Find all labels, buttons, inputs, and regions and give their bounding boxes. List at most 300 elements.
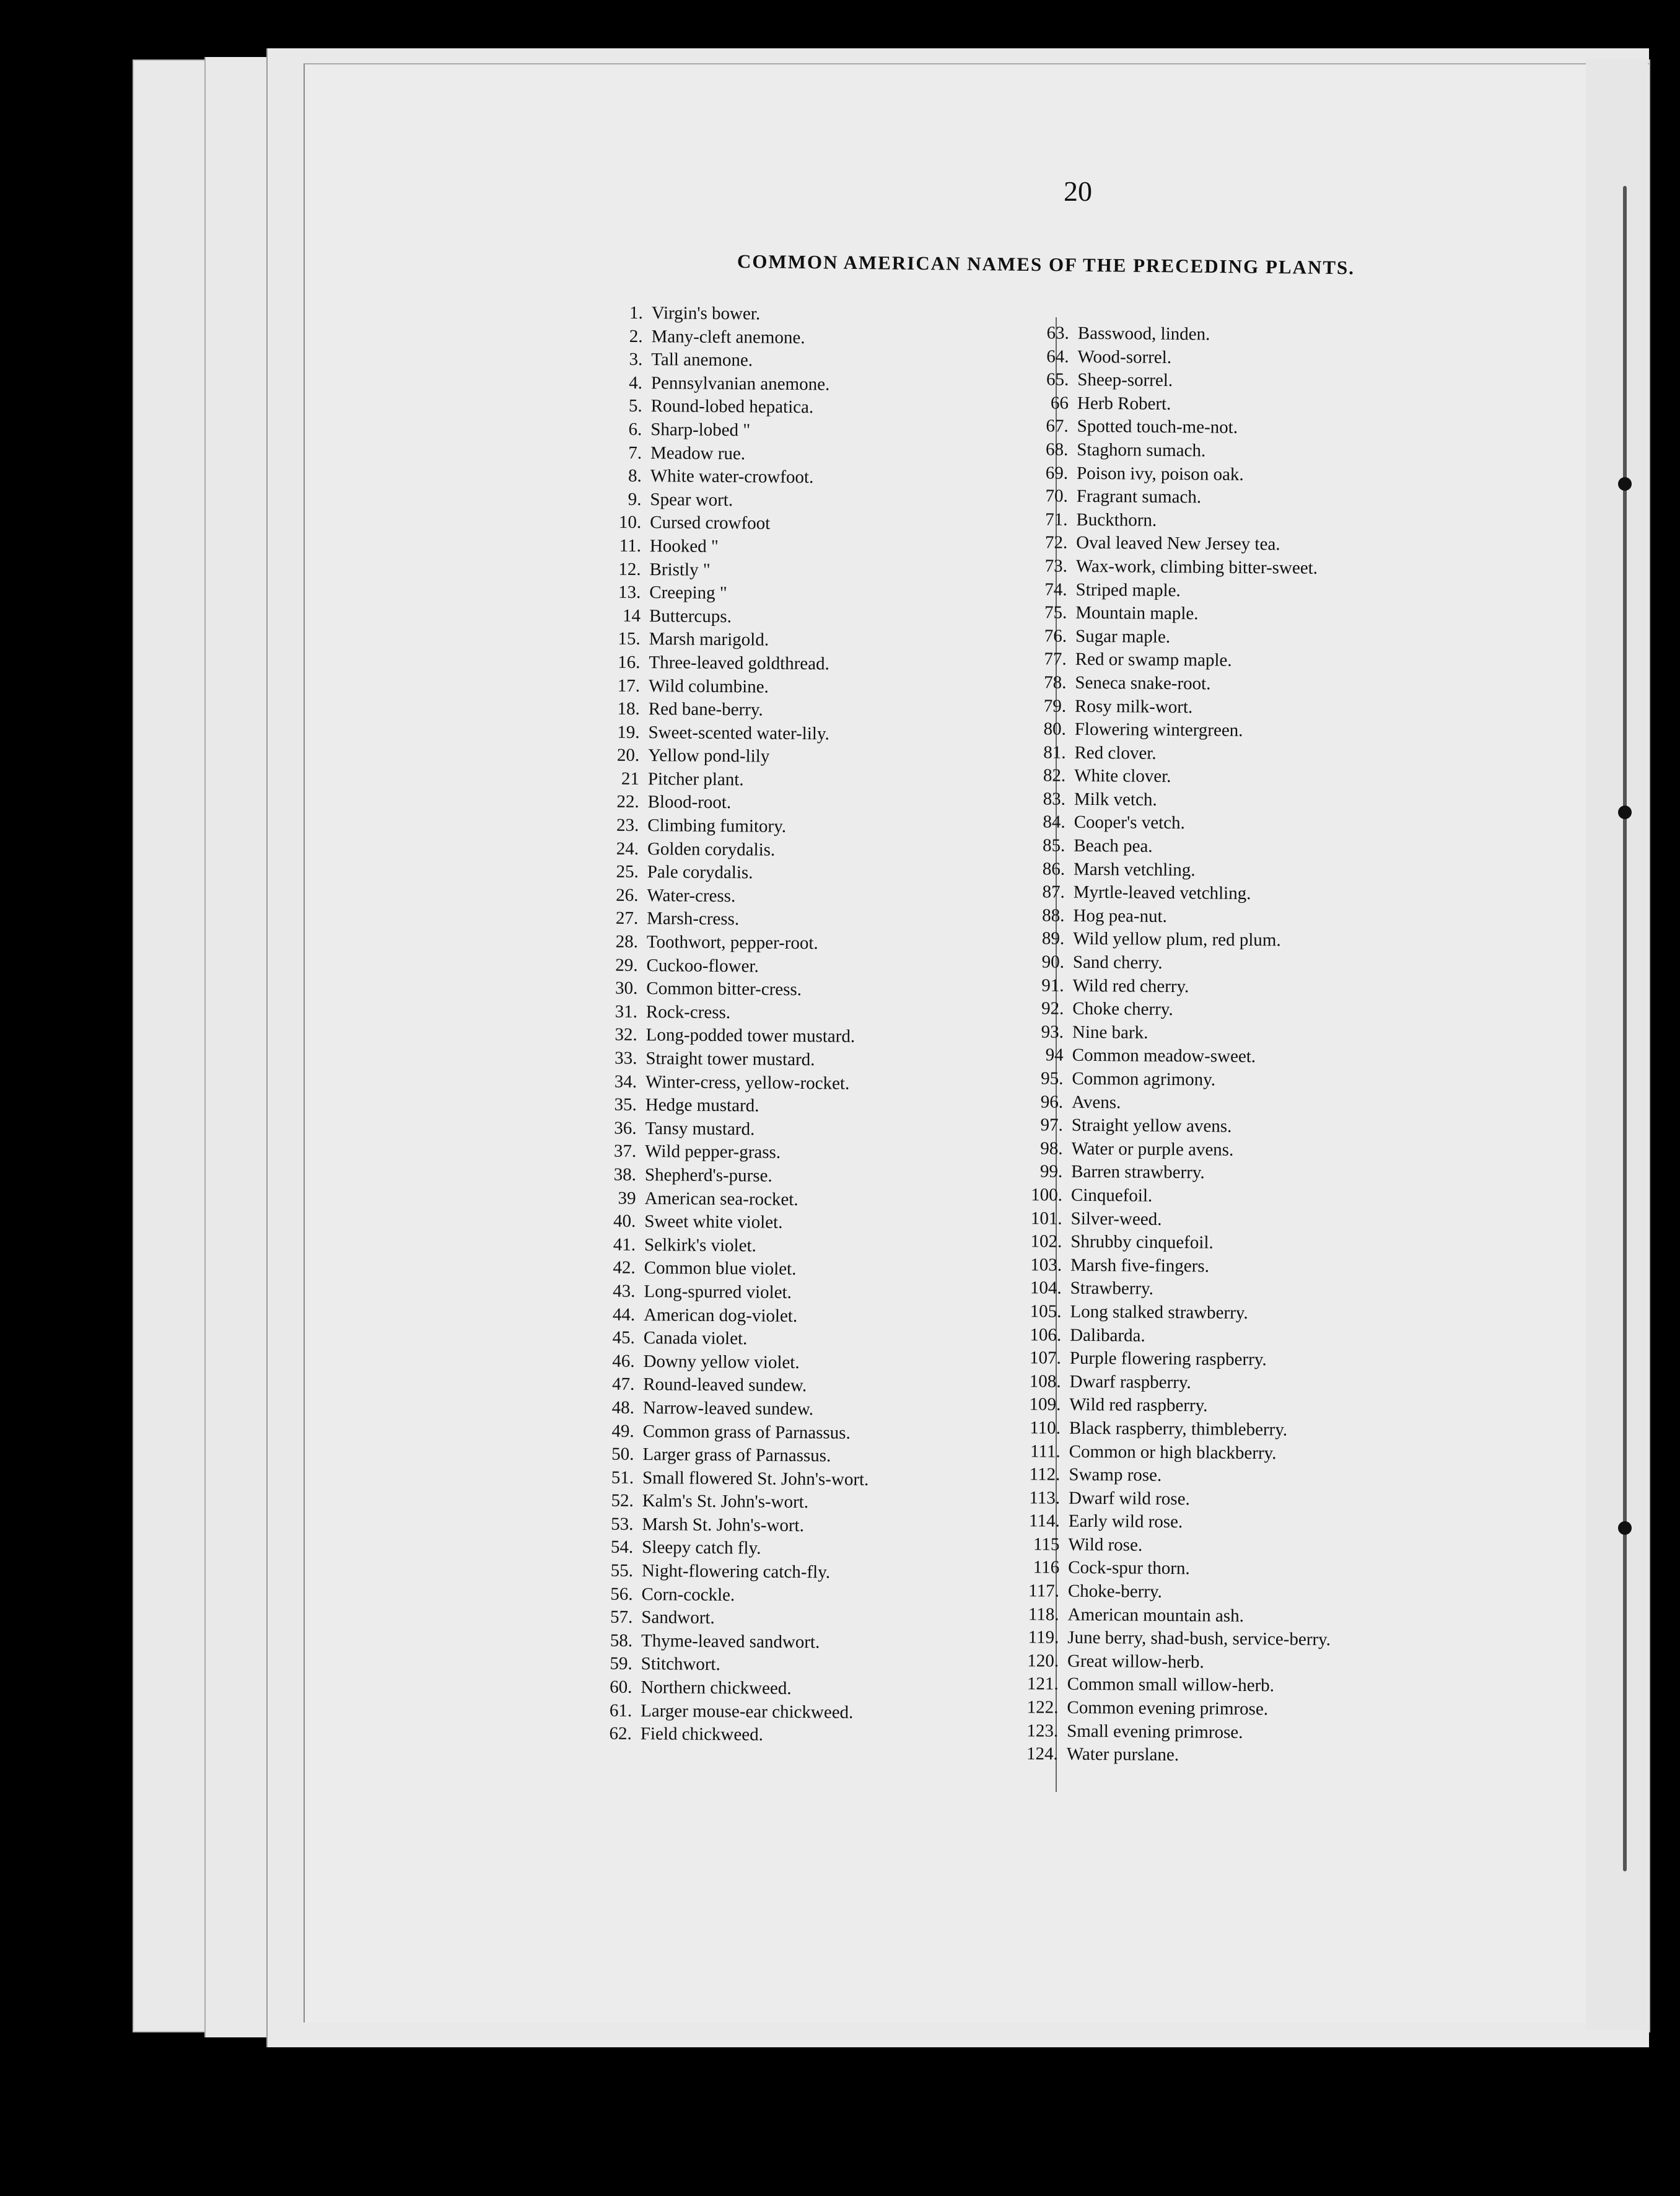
plant-name: Marsh-cress. [647,908,740,929]
plant-name: Creeping " [649,582,727,604]
plant-name: Purple flowering raspberry. [1069,1348,1267,1370]
plant-name: Thyme-leaved sandwort. [641,1630,820,1653]
list-item [563,348,878,374]
list-item [1010,974,1336,1000]
list-item [556,1280,870,1306]
item-number: 74. [1044,579,1067,600]
list-item [1010,1113,1335,1140]
item-number: 43. [613,1281,636,1301]
item-number: 122. [1026,1697,1059,1718]
list-item [1007,1463,1332,1489]
list-item [559,907,873,933]
plant-name: Marsh five-fingers. [1070,1255,1210,1276]
item-number: 121. [1026,1674,1059,1695]
plant-name: Hooked " [649,536,719,556]
item-number: 113. [1029,1487,1061,1508]
item-number: 79. [1043,695,1067,716]
plant-name: Common agrimony. [1072,1068,1216,1090]
page-heading: COMMON AMERICAN NAMES OF THE PRECEDING PLANTS. [737,250,1355,279]
item-number: 97. [1040,1115,1063,1135]
plant-name: Milk vetch. [1074,789,1157,810]
list-item [1013,694,1338,720]
plant-name: Canada violet. [643,1328,748,1349]
plant-name: Northern chickweed. [641,1677,792,1698]
list-item [557,1140,872,1166]
list-item [556,1326,870,1352]
list-item [561,558,876,584]
list-item [1015,438,1340,464]
item-number: 107. [1029,1348,1061,1368]
list-item [1009,1184,1334,1210]
list-item [1007,1393,1332,1419]
list-item [563,394,878,420]
plant-name: Three-leaved goldthread. [649,652,830,674]
item-number: 38. [613,1164,637,1185]
list-item [1005,1626,1331,1652]
list-item [1005,1649,1331,1676]
list-item [563,325,878,351]
item-number: 13. [618,582,641,603]
plant-name: June berry, shad-bush, service-berry. [1067,1627,1331,1650]
plant-name: Common meadow-sweet. [1072,1045,1256,1067]
item-number: 73. [1044,556,1068,576]
item-number: 49. [611,1421,634,1441]
list-item [562,534,877,560]
list-item [559,814,874,840]
list-item [1005,1603,1331,1629]
item-number: 115 [1033,1534,1060,1555]
item-number: 94 [1045,1045,1064,1066]
item-number: 50. [611,1444,634,1465]
item-number: 93. [1041,1022,1064,1042]
plant-name: Wild pepper-grass. [645,1141,781,1163]
plant-name: Choke cherry. [1072,998,1173,1020]
plant-name: Black raspberry, thimbleberry. [1069,1418,1288,1440]
item-number: 91. [1041,975,1064,996]
list-item [560,790,875,816]
item-number: 1. [629,302,643,323]
plant-name: Barren strawberry. [1071,1162,1205,1183]
list-item [1015,485,1340,511]
item-number: 24. [616,838,639,859]
item-number: 8. [628,465,642,486]
list-item [1006,1579,1331,1605]
list-item [560,767,875,793]
item-number: 62. [609,1723,632,1744]
list-item [555,1372,870,1399]
item-number: 10. [618,512,642,533]
item-number: 27. [615,908,639,929]
list-item [1008,1300,1333,1326]
list-item [561,697,875,723]
plant-name: Wild rose. [1068,1534,1143,1555]
plant-name: Cooper's vetch. [1074,812,1185,833]
list-item [1006,1533,1331,1559]
item-number: 17. [617,675,641,696]
item-number: 12. [618,559,641,579]
list-item [1006,1556,1331,1582]
binding-knot [1618,477,1632,491]
item-number: 47. [611,1374,635,1395]
list-item [1011,904,1336,930]
list-item [558,1070,872,1096]
item-number: 51. [611,1467,634,1488]
plant-name: Red bane-berry. [648,699,763,720]
plant-name: Strawberry. [1070,1278,1154,1299]
plant-name: Golden corydalis. [647,838,776,860]
list-item [1015,392,1341,418]
plant-name: Round-leaved sundew. [643,1374,807,1396]
item-number: 123. [1026,1720,1059,1741]
item-number: 78. [1044,672,1067,693]
list-item [1014,508,1339,534]
plant-name: Wax-work, climbing bitter-sweet. [1075,556,1318,578]
item-number: 60. [610,1677,632,1697]
list-item [1015,415,1341,441]
list-item [557,1117,872,1143]
list-item [555,1350,870,1376]
plant-name: Long-spurred violet. [644,1281,792,1302]
plant-name: Common blue violet. [644,1258,797,1280]
item-number: 29. [615,955,638,975]
list-item [1011,927,1336,953]
plant-name: Tall anemone. [651,349,753,371]
list-item [558,954,873,980]
plant-name: Mountain maple. [1075,602,1199,624]
plant-name: Common or high blackberry. [1069,1441,1277,1463]
item-number: 44. [612,1304,636,1325]
plant-name: Wild red raspberry. [1069,1395,1208,1416]
plant-name: Sand cherry. [1072,952,1163,973]
item-number: 2. [629,326,643,346]
plant-name: Small flowered St. John's-wort. [642,1467,869,1490]
plant-list-right [1005,322,1341,1768]
plant-name: Virgin's bower. [651,303,761,324]
item-number: 6. [628,419,642,439]
item-number: 32. [615,1025,637,1045]
list-item [559,884,873,910]
plant-name: Sharp-lobed " [650,419,751,441]
plant-name: Wood-sorrel. [1077,346,1172,367]
item-number: 104. [1030,1278,1062,1298]
list-item [1007,1439,1332,1465]
plant-name: Spear wort. [650,489,733,510]
plant-name: Water purslane. [1066,1744,1179,1765]
list-item [553,1583,868,1609]
item-number: 59. [610,1654,632,1674]
plant-name: Straight yellow avens. [1071,1115,1232,1136]
item-number: 25. [616,861,639,882]
list-item [561,604,876,630]
plant-name: Flowering wintergreen. [1074,719,1243,740]
item-number: 35. [614,1094,637,1115]
list-item [1013,718,1338,744]
list-item [1007,1487,1332,1513]
plant-name: Tansy mustard. [645,1118,755,1140]
list-item [1012,858,1337,884]
item-number: 23. [616,815,639,836]
list-item [560,721,875,747]
list-item [1012,810,1337,837]
list-item [1009,1160,1334,1186]
list-item [556,1187,871,1213]
document-page [304,63,1649,2023]
plant-name: American sea-rocket. [644,1188,798,1210]
list-item [555,1396,870,1422]
item-number: 19. [617,722,640,742]
plant-name: Sleepy catch fly. [642,1537,761,1559]
plant-name: Choke-berry. [1067,1581,1162,1602]
item-number: 119. [1028,1627,1059,1648]
list-item [559,860,874,886]
item-number: 81. [1043,742,1066,763]
list-item [558,977,873,1003]
item-number: 71. [1045,509,1068,530]
item-number: 80. [1043,719,1066,739]
item-number: 34. [614,1071,637,1092]
binding-knot [1618,1521,1632,1535]
list-item [1008,1254,1334,1280]
plant-name: Poison ivy, poison oak. [1076,463,1244,485]
item-number: 76. [1044,626,1067,646]
list-item [562,441,877,467]
plant-name: White clover. [1074,766,1171,787]
item-number: 102. [1030,1231,1062,1252]
plant-name: Downy yellow violet. [643,1351,800,1372]
plant-name: Red clover. [1074,742,1157,763]
list-item [556,1302,870,1329]
item-number: 11. [619,535,642,556]
plant-name: Seneca snake-root. [1075,672,1211,694]
plant-name: Cinquefoil. [1070,1185,1153,1206]
item-number: 21 [621,768,640,789]
item-number: 109. [1029,1394,1061,1415]
plant-name: Pitcher plant. [647,768,744,790]
item-number: 103. [1030,1254,1062,1275]
item-number: 67. [1046,416,1069,437]
item-number: 100. [1031,1185,1063,1205]
list-item [1012,764,1337,790]
item-number: 63. [1046,323,1069,343]
item-number: 14 [622,605,641,626]
item-number: 96. [1040,1091,1064,1112]
item-number: 111. [1030,1441,1061,1462]
plant-name: Kalm's St. John's-wort. [642,1491,809,1513]
plant-name: Night-flowering catch-fly. [641,1561,831,1583]
item-number: 3. [629,349,643,370]
list-item [562,488,877,514]
item-number: 30. [615,978,638,999]
plant-name: Larger mouse-ear chickweed. [641,1700,854,1723]
plant-name: Pennsylvanian anemone. [650,372,830,395]
plant-name: Wild red cherry. [1072,975,1189,996]
list-item [1015,345,1341,371]
item-number: 40. [613,1211,636,1232]
item-number: 33. [615,1048,637,1068]
plant-name: Marsh St. John's-wort. [642,1514,805,1535]
list-item [558,1000,873,1026]
item-number: 106. [1030,1324,1062,1345]
list-item [1007,1509,1332,1535]
item-number: 15. [618,629,641,649]
item-number: 26. [616,885,639,905]
list-item [1014,555,1339,581]
plant-name: Stitchwort. [641,1654,720,1675]
plant-name: Water-cress. [647,885,736,907]
list-item [556,1210,871,1236]
list-item [1012,741,1337,767]
list-item [1015,462,1340,488]
item-number: 22. [616,792,639,812]
item-number: 54. [610,1537,634,1558]
list-item [1013,601,1339,627]
plant-name: Dalibarda. [1070,1325,1145,1346]
list-item [1012,788,1337,814]
list-item [554,1559,868,1585]
plant-name: Bristly " [649,559,711,580]
plant-name: Long-podded tower mustard. [645,1025,855,1047]
plant-name: Meadow rue. [650,442,746,463]
item-number: 105. [1030,1301,1062,1322]
plant-name: Common small willow-herb. [1067,1674,1275,1696]
list-item [1005,1719,1330,1746]
list-item [555,1419,870,1445]
list-item [558,1093,872,1119]
item-number: 20. [616,745,640,766]
plant-name: Great willow-herb. [1067,1651,1204,1672]
list-item [554,1513,868,1539]
plant-name: Dwarf raspberry. [1069,1371,1191,1392]
item-number: 88. [1042,905,1065,926]
plant-name: Hedge mustard. [645,1095,759,1116]
item-number: 42. [613,1258,636,1278]
plant-name: Beach pea. [1074,835,1153,856]
list-item [554,1489,869,1515]
plant-name: Fragrant sumach. [1076,486,1202,507]
plant-name: Many-cleft anemone. [651,326,805,348]
list-item [1013,671,1338,697]
page-number: 20 [1064,175,1092,207]
item-number: 58. [610,1630,633,1651]
plant-name: Sweet white violet. [644,1211,783,1232]
binding-strip [1586,59,1648,2030]
item-number: 118. [1028,1604,1059,1625]
plant-name: Wild yellow plum, red plum. [1073,929,1281,951]
plant-name: Staghorn sumach. [1077,439,1206,461]
list-item [554,1466,869,1492]
item-number: 46. [612,1351,635,1371]
item-number: 95. [1041,1068,1064,1089]
item-number: 114. [1028,1511,1060,1531]
plant-name: Hog pea-nut. [1073,905,1168,926]
list-item [563,371,878,397]
list-item [564,301,878,327]
binding-thread [1623,186,1627,1871]
item-number: 124. [1026,1744,1058,1764]
plant-name: Spotted touch-me-not. [1077,416,1238,438]
item-number: 41. [613,1234,636,1255]
plant-name: White water-crowfoot. [650,466,814,488]
list-item [562,464,877,490]
plant-name: Sweet-scented water-lily. [648,722,829,744]
list-item [1010,997,1336,1023]
plant-name: Round-lobed hepatica. [650,396,814,418]
item-number: 65. [1046,369,1069,390]
list-item [1008,1230,1334,1256]
list-item [553,1722,867,1748]
list-item [556,1233,871,1259]
item-number: 39 [618,1188,636,1208]
plant-name: Climbing fumitory. [647,815,787,837]
list-item [556,1256,871,1282]
list-item [1011,951,1336,977]
plant-name: Swamp rose. [1069,1464,1162,1485]
plant-name: Sandwort. [641,1607,715,1628]
item-number: 110. [1030,1418,1061,1438]
list-item [1010,1067,1335,1093]
plant-name: Avens. [1071,1092,1121,1112]
item-number: 77. [1044,649,1067,669]
item-number: 57. [610,1607,633,1628]
list-item [560,744,875,770]
list-item [561,651,875,677]
item-number: 89. [1041,928,1065,949]
item-number: 117. [1028,1581,1060,1601]
plant-name: Corn-cockle. [641,1584,735,1605]
item-number: 53. [611,1514,634,1534]
plant-name: Oval leaved New Jersey tea. [1076,533,1280,555]
item-number: 37. [613,1141,637,1162]
binding-knot [1618,806,1632,819]
list-item [561,627,876,653]
item-number: 108. [1029,1371,1061,1392]
item-number: 72. [1044,532,1068,553]
list-item [559,837,874,863]
item-number: 85. [1042,835,1065,856]
plant-name: Straight tower mustard. [645,1048,815,1070]
plant-list-left [553,301,878,1748]
list-item [1016,322,1341,348]
list-item [558,1047,872,1073]
list-item [1010,1021,1336,1047]
item-number: 7. [628,442,642,463]
plant-name: Narrow-leaved sundew. [642,1397,814,1420]
list-item [561,674,875,700]
plant-name: Selkirk's violet. [644,1234,756,1256]
plant-name: Marsh marigold. [649,629,769,650]
plant-name: Toothwort, pepper-root. [646,932,818,954]
plant-name: American mountain ash. [1067,1604,1245,1626]
item-number: 52. [611,1490,634,1511]
plant-name: Common bitter-cress. [646,978,802,1000]
list-item [553,1629,868,1655]
list-item [1005,1672,1331,1698]
item-number: 4. [629,372,643,393]
item-number: 92. [1041,998,1064,1019]
plant-name: Myrtle-leaved vetchling. [1073,882,1251,904]
list-item [562,418,877,444]
plant-name: Buckthorn. [1076,509,1157,530]
item-number: 61. [609,1700,632,1721]
list-item [1007,1416,1332,1443]
item-number: 86. [1042,859,1065,879]
plant-name: Basswood, linden. [1077,323,1210,345]
list-item [553,1699,867,1725]
plant-name: Common evening primrose. [1067,1697,1269,1719]
item-number: 98. [1040,1138,1063,1159]
item-number: 112. [1029,1464,1061,1485]
list-item [559,930,873,956]
